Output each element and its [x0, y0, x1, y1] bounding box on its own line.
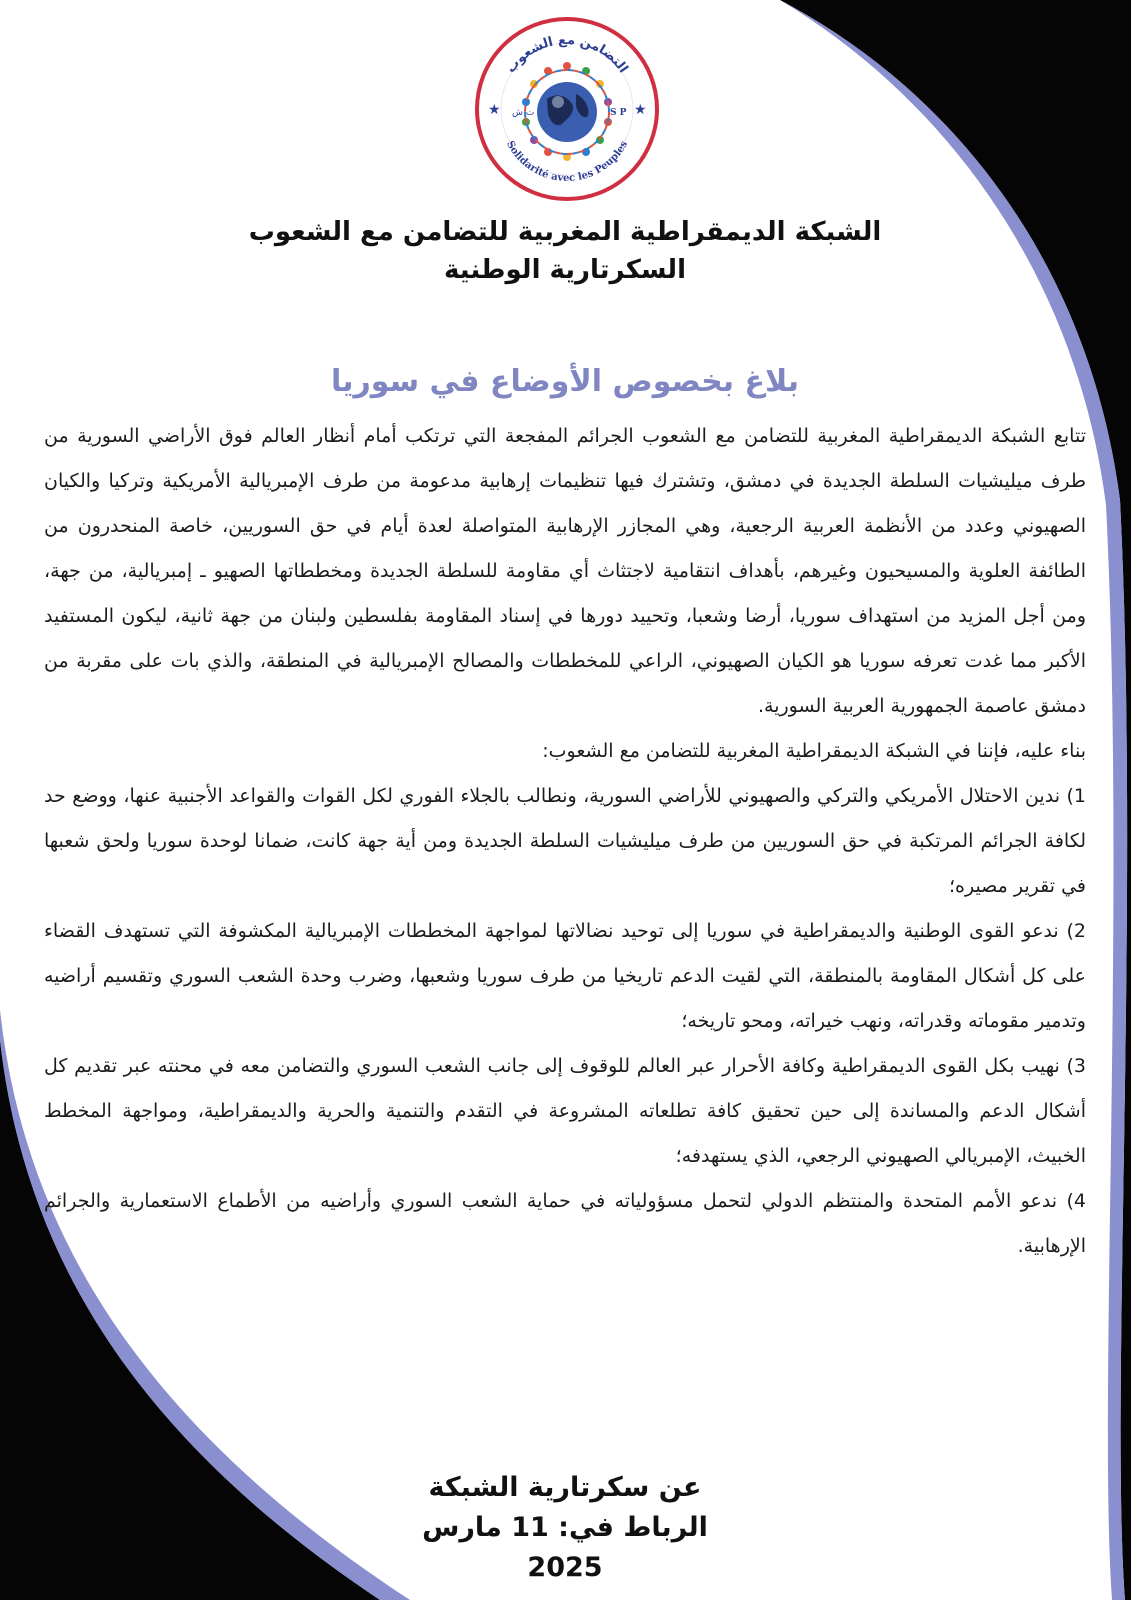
logo-star-left-icon: ★ [488, 102, 501, 118]
logo-ring-text-top: التضامن مع الشعوب [503, 32, 631, 76]
point-3: 3) نهيب بكل القوى الديمقراطية وكافة الأحرار عبر العالم للوقوف إلى جانب الشعب السوري والتضامن معه في محنته عبر تقديم كل أشكال الدعم والمساندة إلى حين تحقيق كافة تطلعاته المشروعة في التقدم والتنمية والحرية والديمقراطية، ومواجهة المخطط الخبيث، الإمبريالي الصهيوني الرجعي، الذي يستهدفه؛ [44, 1055, 1086, 1167]
logo-left-letters: ت ش [512, 108, 535, 118]
intro-paragraph: تتابع الشبكة الديمقراطية المغربية للتضامن مع الشعوب الجرائم المفجعة التي ترتكب أمام أنظار العالم فوق الأراضي السورية من طرف ميليشيات السلطة الجديدة في دمشق، وتشترك فيها تنظيمات إرهابية مدعومة من طرف الإمبريالية الأمريكية وتركيا والكيان الصهيوني وعدد من الأنظمة العربية الرجعية، وهي المجازر الإرهابية المتواصلة لعدة أيام في حق السوريين، خاصة المنحدرون من الطائفة العلوية والمسيحيون وغيرهم، بأهداف انتقامية لاجتثاث أي مقاومة للسلطة الجديدة ومخططاتها الصهيو ـ إمبريالية، من جهة، ومن أجل المزيد من استهداف سوريا، أرضا وشعبا، وتحييد دورها في إسناد المقاومة بفلسطين ولبنان من جهة ثانية، ليكون المستفيد الأكبر مما غدت تعرفه سوريا هو الكيان الصهيوني، الراعي للمخططات والمصالح الإمبريالية في المنطقة، والذي بات على مقربة من دمشق عاصمة الجمهورية العربية السورية. [44, 425, 1086, 717]
point-1: 1) ندين الاحتلال الأمريكي والتركي والصهيوني للأراضي السورية، ونطالب بالجلاء الفوري لكل القوات والقواعد الأجنبية عنها، ووضع حد لكافة الجرائم المرتكبة في حق السوريين من طرف ميليشيات السلطة الجديدة ومن أية جهة كانت، ضمانا لوحدة سوريا ولحق شعبها في تقرير مصيره؛ [44, 785, 1086, 897]
organization-name: الشبكة الديمقراطية المغربية للتضامن مع الشعوب [248, 217, 882, 247]
logo-right-letters: S P [610, 108, 627, 118]
point-4: 4) ندعو الأمم المتحدة والمنتظم الدولي لتحمل مسؤولياته في حماية الشعب السوري وأراضيه من الأطماع الاستعمارية والجرائم الإرهابية. [44, 1190, 1086, 1257]
signature-block [380, 1468, 750, 1588]
logo-ring-text-bottom: Solidarité avec les Peuples [503, 139, 631, 185]
logo-star-right-icon: ★ [634, 102, 647, 118]
point-2: 2) ندعو القوى الوطنية والديمقراطية في سوريا إلى توحيد نضالاتها لمواجهة المخططات الإمبريالية المكشوفة التي تستهدف القضاء على كل أشكال المقاومة بالمنطقة، التي لقيت الدعم تاريخيا من طرف سوريا وشعبها، وضرب وحدة الشعب السوري وتقسيم أراضيه وتدمير مقوماته وقدراته، ونهب خيراته، ومحو تاريخه؛ [44, 920, 1086, 1032]
statement-body [44, 414, 1086, 1269]
globe-icon [537, 82, 597, 142]
secretariat-name: السكرتارية الوطنية [444, 255, 686, 285]
solidarity-logo [472, 14, 662, 204]
signature-line: عن سكرتارية الشبكة [428, 1472, 702, 1503]
lead-paragraph: بناء عليه، فإننا في الشبكة الديمقراطية المغربية للتضامن مع الشعوب: [542, 740, 1086, 762]
statement-title: بلاغ بخصوص الأوضاع في سوريا [330, 364, 800, 399]
place-date-line: الرباط في: 11 مارس 2025 [422, 1512, 708, 1583]
